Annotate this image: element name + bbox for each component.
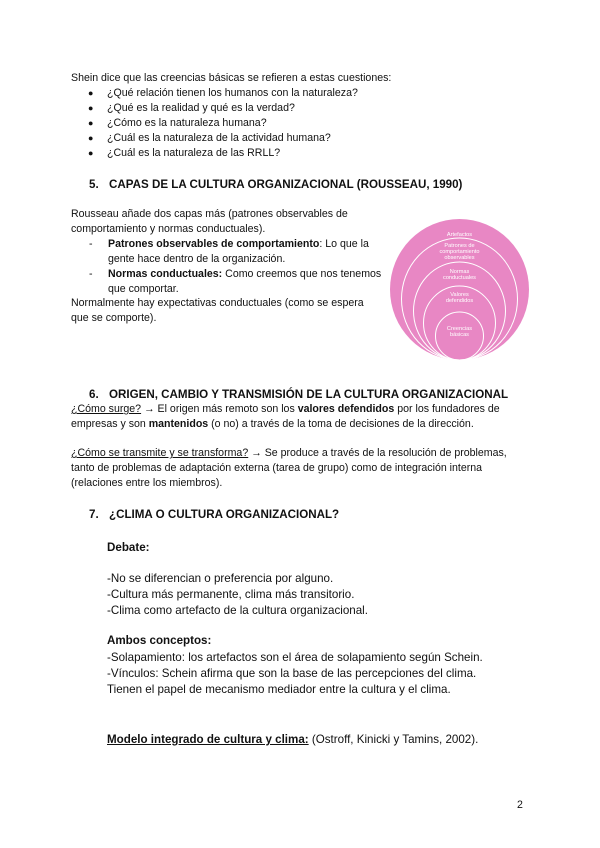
section-6-q2: ¿Cómo se transmite y se transforma? → Se produce a través de la resolución de problemas, tanto de problemas de adaptación externa (tarea de grupo) como de integración interna (relaciones entre los miembros). [71,447,507,489]
list-item: - Patrones observables de comportamiento: Lo que la gente hace dentro de la organización. [89,238,369,265]
section-5-intro: Rousseau añade dos capas más (patrones observables de comportamiento y normas conductuales). [71,208,348,235]
bullet-icon: ● [88,118,94,128]
debate-title: Debate: [107,541,150,554]
label-valores: Valores defendidos [445,292,474,304]
section-6-q1: ¿Cómo surge? → El origen más remoto son los valores defendidos por los fundadores de empresas y son mantenidos (o no) a través de la toma de decisiones de la dirección. [71,403,500,430]
culture-layers-diagram [390,219,529,360]
list-item: -No se diferencian o preferencia por alguno. [107,572,334,585]
list-item: -Vínculos: Schein afirma que son la base de las percepciones del clima. [107,667,477,680]
section-6-heading: 6. ORIGEN, CAMBIO Y TRANSMISIÓN DE LA CULTURA ORGANIZACIONAL [89,388,509,401]
list-item: - Normas conductuales: Como creemos que nos tenemos que comportar. [89,268,382,295]
bullet-icon: ● [88,148,94,158]
ambos-title: Ambos conceptos: [107,634,212,647]
list-item: -Solapamiento: los artefactos son el área de solapamiento según Schein. [107,651,483,664]
debate-lines [107,571,527,619]
ambos-lines [107,650,527,698]
section-5-items [89,237,389,297]
list-item: ● ¿Cómo es la naturaleza humana? [88,117,267,129]
list-item: ● ¿Qué es la realidad y qué es la verdad? [88,102,295,114]
list-item: -Cultura más permanente, clima más transitorio. [107,588,355,601]
section-5-heading: 5. CAPAS DE LA CULTURA ORGANIZACIONAL (ROUSSEAU, 1990) [89,178,463,191]
list-item: ● ¿Cuál es la naturaleza de las RRLL? [88,147,281,159]
section-5-closing: Normalmente hay expectativas conductuales (como se espera que se comporte). [71,297,364,324]
page-number: 2 [517,799,523,811]
model-line [107,732,527,748]
bullet-icon: ● [88,103,94,113]
label-creencias: Creencias básicas [446,326,473,338]
label-artefactos: Artefactos [446,232,473,238]
questions-list [88,86,518,161]
list-item: -Clima como artefacto de la cultura organizacional. [107,604,368,617]
model-reference: (Ostroff, Kinicki y Tamins, 2002). [308,733,479,746]
list-item: ● ¿Qué relación tienen los humanos con la naturaleza? [88,87,358,99]
label-patrones: Patrones de comportamiento observables [439,243,480,261]
intro-lead: Shein dice que las creencias básicas se refieren a estas cuestiones: [71,72,392,84]
bullet-icon: ● [88,88,94,98]
list-item: Tienen el papel de mecanismo mediador entre la cultura y el clima. [107,683,451,696]
bullet-icon: ● [88,133,94,143]
label-normas: Normas conductuales [443,269,476,281]
list-item: ● ¿Cuál es la naturaleza de la actividad humana? [88,132,331,144]
section-7-heading: 7. ¿CLIMA O CULTURA ORGANIZACIONAL? [89,508,340,521]
model-title: Modelo integrado de cultura y clima: [107,733,309,746]
